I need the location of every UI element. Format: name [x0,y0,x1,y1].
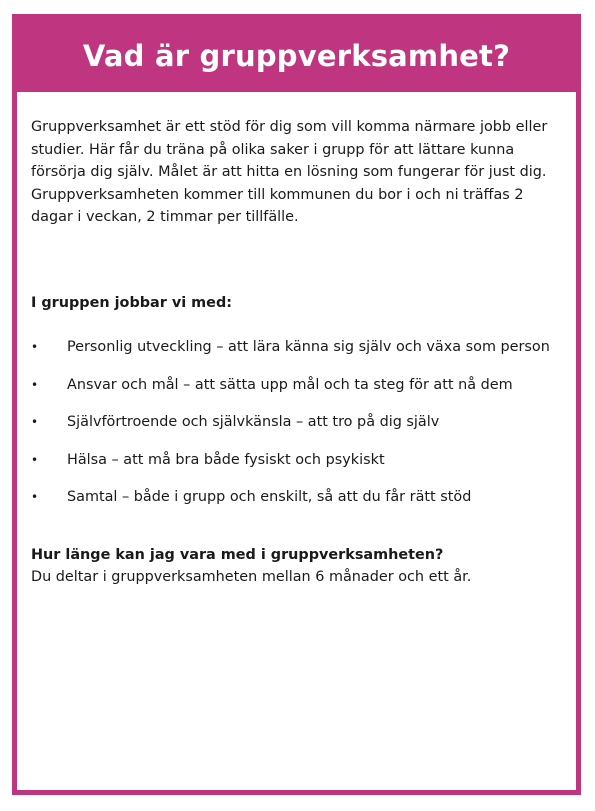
list-item [31,411,566,434]
bullet-icon: • [31,377,39,392]
bullet-icon: • [31,340,39,354]
duration-question: Hur länge kan jag vara med i gruppverksamheten? [31,546,444,563]
list-item-text: Personlig utveckling – att lära känna sig själv och växa som person [67,339,550,355]
list-item [31,336,566,359]
topics-list [31,336,566,509]
duration-section [31,544,566,589]
topics-heading: I gruppen jobbar vi med: [31,294,232,311]
intro-paragraph: Gruppverksamhet är ett stöd för dig som vill komma närmare jobb eller studier. Här får du träna på olika saker i grupp för att lättare kunna försörja dig själv. Målet är att hitta en lösning som fungerar för just dig. Gruppverksamheten kommer till kommunen du bor i och ni träffas 2 dagar i veckan, 2 timmar per tillfälle. [31,119,548,225]
info-card [12,14,581,795]
bullet-icon: • [31,490,39,504]
list-item [31,374,566,397]
bullet-icon: • [31,415,39,429]
duration-answer: Du deltar i gruppverksamheten mellan 6 månader och ett år. [31,569,472,585]
list-item-text: Ansvar och mål – att sätta upp mål och ta steg för att nå dem [67,376,513,393]
list-item-text: Självförtroende och självkänsla – att tro på dig själv [67,414,440,430]
card-content [17,92,576,589]
list-item [31,486,566,509]
header-banner [17,19,576,92]
list-item [31,449,566,472]
page-title: Vad är gruppverksamhet? [82,38,511,73]
bullet-icon: • [31,452,39,467]
list-item-text: Hälsa – att må bra både fysiskt och psykiskt [67,451,385,468]
list-item-text: Samtal – både i grupp och enskilt, så att du får rätt stöd [67,489,472,505]
